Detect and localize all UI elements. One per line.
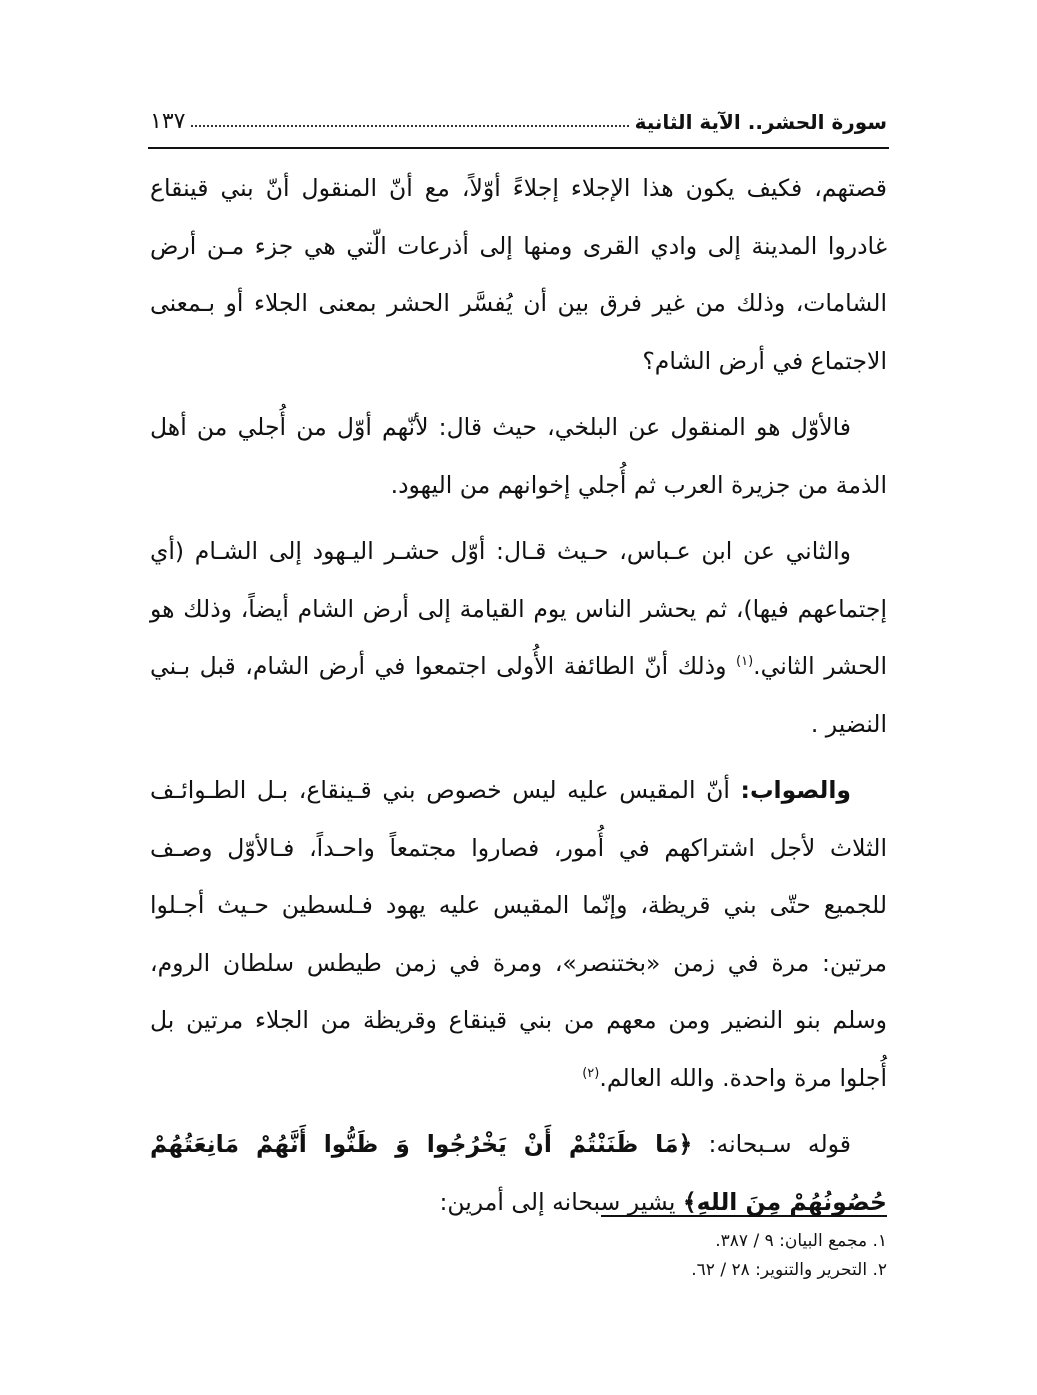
paragraph-3 (150, 523, 887, 753)
paragraph-5 (150, 1116, 887, 1231)
paragraph-4-text: أنّ المقيس عليه ليس خصوص بني قـينقاع، بـل الطـوائـف الثلاث لأجل اشتراكهم في أُمور، فصاروا مجتمعاً واحـداً، فـالأوّل وصـف للجميع حتّى بني قريظة، وإنّما المقيس عليه يهود فـلسطين حـيث أجـلوا مرتين: مرة في زمن «بختنصر»، ومرة في زمن طيطس سلطان الروم، وسلم بنو النضير ومن معهم من بني قينقاع وقريظة من الجلاء مرتين بل أُجلوا مرة واحدة. والله العالم. (150, 776, 887, 1092)
footnote-marker-1[interactable]: (١) (736, 654, 754, 670)
paragraph-3-text-a: والثاني عن ابن عـباس، حـيث قـال: أوّل حشـر اليـهود إلى الشـام (أي إجتماعهم فيها)، ثم يحشر الناس يوم القيامة إلى أرض الشام أيضاً، وذلك هو الحشر الثاني. (150, 537, 887, 680)
footnotes (150, 1227, 887, 1285)
quran-verse: ﴿مَا ظَنَنْتُمْ أَنْ يَخْرُجُوا وَ ظَنُّوا أَنَّهُمْ مَانِعَتُهُمْ حُصُونُهُمْ مِنَ اللهِ﴾ (150, 1130, 887, 1216)
dot-leader (191, 125, 628, 127)
running-title: سورة الحشر.. الآية الثانية (634, 110, 887, 134)
paragraph-1: قصتهم، فكيف يكون هذا الإجلاء إجلاءً أوّلاً، مع أنّ المنقول أنّ بني قينقاع غادروا المدينة إلى وادي القرى ومنها إلى أذرعات الّتي هي جزء مـن أرض الشامات، وذلك من غير فرق بين أن يُفسَّر الحشر بمعنى الجلاء أو بـمعنى الاجتماع في أرض الشام؟ (150, 174, 887, 375)
paragraph-3-text-b: وذلك أنّ الطائفة الأُولى اجتمعوا في أرض الشام، قبل بـني النضير . (150, 652, 887, 738)
footnote-1: ١. مجمع البيان: ٩ / ٣٨٧. (715, 1231, 887, 1251)
page-header (150, 98, 887, 134)
page-number: ١٣٧ (150, 109, 186, 134)
footnote-rule (601, 1215, 887, 1217)
paragraph-4 (150, 762, 887, 1107)
paragraph-5-text-b: يشير سبحانه إلى أمرين: (439, 1187, 683, 1216)
paragraph-4-lead: والصواب: (740, 776, 851, 804)
footnote-marker-2[interactable]: (٢) (582, 1065, 600, 1081)
body-text (150, 160, 887, 1240)
paragraph-5-text-a: قوله سـبحانه: (692, 1130, 851, 1158)
paragraph-2: فالأوّل هو المنقول عن البلخي، حيث قال: لأنّهم أوّل من أُجلي من أهل الذمة من جزيرة العرب ثم أُجلي إخوانهم من اليهود. (150, 413, 887, 499)
footnote-2: ٢. التحرير والتنوير: ٢٨ / ٦٢. (691, 1260, 887, 1280)
header-rule (148, 147, 889, 149)
